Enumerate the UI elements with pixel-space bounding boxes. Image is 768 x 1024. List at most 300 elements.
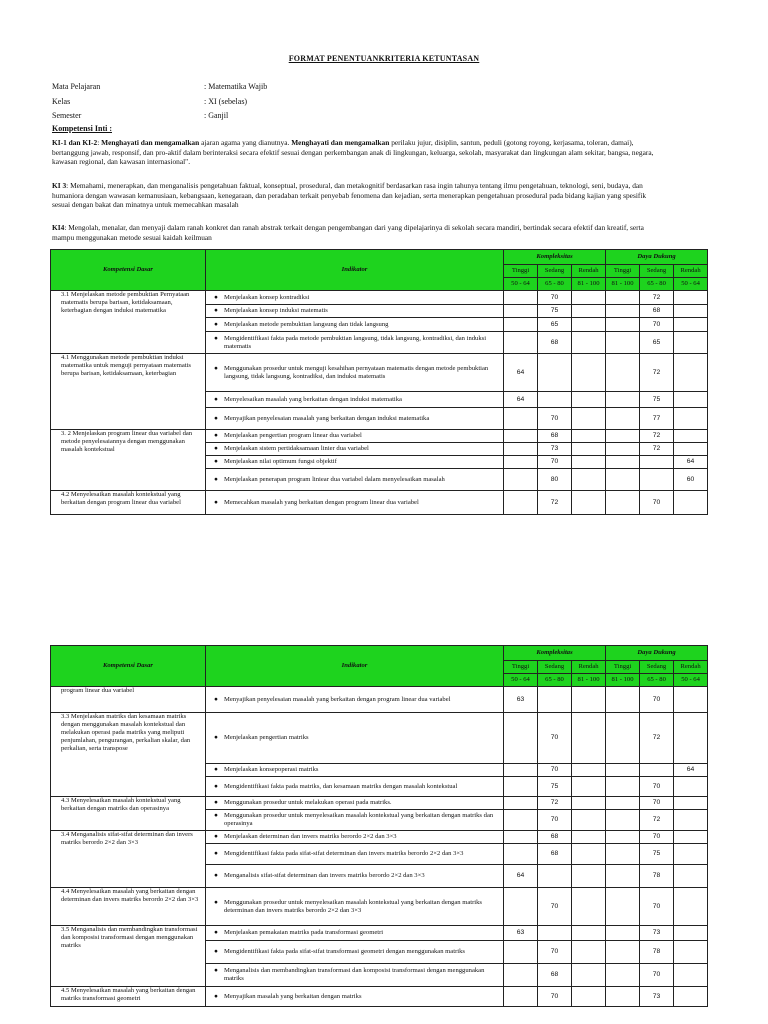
score-cell [674,443,708,456]
header-level: Rendah [572,265,606,278]
score-cell [674,831,708,844]
bullet-icon: ● [214,850,218,857]
indikator-cell [206,318,504,332]
score-cell [538,926,572,941]
score-cell: 68 [538,332,572,354]
score-cell [674,408,708,430]
score-cell [504,491,538,515]
header-range: 50 - 64 [674,278,708,291]
ki-emphasis: Menghayati dan mengamalkan [291,138,390,147]
ki-text: : Memahami, menerapkan, dan menganalisis pengetahuan faktual, konseptual, prosedural, dan metakognitif berdasarkan rasa ingin tahunya tentang ilmu pengetahuan, teknologi, seni, budaya, dan [66,181,643,190]
score-cell [606,305,640,318]
score-cell [504,888,538,926]
score-cell [572,941,606,964]
ki-text: ajaran agama yang dianutnya. [199,138,292,147]
header-kompleksitas: Kompleksitas [504,646,606,661]
bullet-icon: ● [214,414,218,422]
score-cell: 70 [640,491,674,515]
header-kompetensi-dasar: Kompetensi Dasar [51,646,206,687]
indikator-cell [206,810,504,831]
score-cell: 68 [538,831,572,844]
table-row [51,354,708,392]
score-cell: 68 [538,844,572,865]
indikator-cell [206,926,504,941]
bullet-icon: ● [214,445,218,452]
score-cell [504,456,538,469]
indikator-cell [206,456,504,469]
score-cell: 70 [640,797,674,810]
bullet-icon: ● [214,734,218,741]
score-cell [606,332,640,354]
bullet-icon: ● [214,929,218,936]
score-cell [674,332,708,354]
header-level: Tinggi [504,661,538,674]
indikator-cell [206,888,504,926]
score-cell [606,491,640,515]
score-cell: 70 [640,888,674,926]
header-kompetensi-dasar: Kompetensi Dasar [51,250,206,291]
header-level: Rendah [572,661,606,674]
score-cell: 72 [538,797,572,810]
table-row [51,987,708,1007]
score-cell [572,392,606,408]
header-kompleksitas: Kompleksitas [504,250,606,265]
score-cell: 73 [640,926,674,941]
bullet-icon: ● [214,782,218,790]
score-cell [572,291,606,305]
indikator-cell [206,305,504,318]
bullet-icon: ● [214,812,218,819]
score-cell: 63 [504,687,538,713]
header-range: 50 - 64 [504,278,538,291]
table-row [51,291,708,305]
ki-text: perilaku jujur, disiplin, santun, peduli (gotong royong, kerjasama, toleran, damai), [389,138,634,147]
ki-3-paragraph [52,181,707,210]
score-cell [504,713,538,764]
kompetensi-dasar-cell: 3. 2 Menjelaskan program linear dua variabel dan metode penyelesaiannya dengan menggunakan masalah kontekstual [51,430,206,491]
score-cell [674,797,708,810]
meta-value: : Matematika Wajib [204,82,268,91]
indikator-text: Menjelaskan metode pembuktian langsung dan tidak langsung [224,320,389,328]
score-cell [572,443,606,456]
score-cell [504,291,538,305]
score-cell: 68 [538,964,572,987]
ki-emphasis: Menghayati dan mengamalkan [101,138,200,147]
score-cell [606,926,640,941]
page-title: FORMAT PENENTUANKRITERIA KETUNTASAN [288,54,480,63]
table-row [51,831,708,844]
score-cell [674,777,708,797]
ki-text: mampu menggunakan metode sesuai kaidah keilmuan [52,232,212,242]
header-daya-dukung: Daya Dukung [606,646,708,661]
score-cell: 78 [640,941,674,964]
meta-value: : Ganjil [204,111,229,120]
ki-text: bertanggung jawab, responsif, dan pro-aktif dalam berinteraksi secara efektif sesuai dengan perkembangan anak di lingkungan, keluarga, sekolah, masyarakat dan lingkungan alam sekitar, bangsa, negara, [52,147,654,157]
score-cell [606,443,640,456]
kompetensi-dasar-cell: 4.2 Menyelesaikan masalah kontekstual yang berkaitan dengan program linear dua variabel [51,491,206,515]
score-cell: 70 [640,318,674,332]
score-cell [572,305,606,318]
score-cell [504,777,538,797]
score-cell: 75 [640,844,674,865]
header-daya-dukung: Daya Dukung [606,250,708,265]
score-cell: 72 [640,443,674,456]
score-cell: 70 [538,987,572,1007]
score-cell [674,941,708,964]
indikator-text: Menjelaskan pengertian program linear dua variabel [224,432,362,439]
score-cell: 80 [538,469,572,491]
score-cell: 64 [674,456,708,469]
indikator-text: Menyajikan penyelesaian masalah yang berkaitan dengan induksi matematika [224,414,430,422]
ki-text: kawasan regional, dan kawasan internasional". [52,157,191,167]
indikator-cell [206,430,504,443]
indikator-text: Mengidentifikasi fakta pada sifat-sifat transformasi geometri dengan menggunakan matriks [224,948,465,955]
header-level: Tinggi [504,265,538,278]
meta-label: Mata Pelajaran [52,82,101,91]
score-cell: 78 [640,865,674,888]
table-row [51,687,708,713]
score-cell [504,964,538,987]
score-cell [640,764,674,777]
header-level: Sedang [538,265,572,278]
score-cell: 64 [674,764,708,777]
bullet-icon: ● [214,799,218,806]
bullet-icon: ● [214,498,218,506]
table-row [51,926,708,941]
score-cell [538,865,572,888]
score-cell [572,987,606,1007]
kompetensi-dasar-cell: 4.1 Menggunakan metode pembuktian induksi matematika untuk menguji pernyataan matematis berupa barisan, ketidaksamaan, keterbagian [51,354,206,430]
kompetensi-dasar-cell: 3.3 Menjelaskan matriks dan kesamaan matriks dengan menggunakan masalah kontekstual dan melakukan operasi pada matriks yang meliputi penjumlahan, pengurangan, perkalian skalar, dan perkalian, serta transpose [51,713,206,797]
score-cell [572,491,606,515]
score-cell [606,831,640,844]
score-cell: 72 [640,810,674,831]
indikator-cell [206,291,504,305]
score-cell: 70 [538,888,572,926]
score-cell [640,469,674,491]
score-cell [572,831,606,844]
score-cell [606,810,640,831]
header-range: 81 - 100 [572,278,606,291]
kompetensi-dasar-cell: 3.1 Menjelaskan metode pembuktian Pernyataan matematis berupa barisan, ketidaksamaan, keterbagian dengan induksi matematika [51,291,206,354]
bullet-icon: ● [214,307,218,314]
score-cell [572,888,606,926]
score-cell [572,844,606,865]
header-range: 65 - 80 [538,674,572,687]
score-cell [572,408,606,430]
score-cell [606,987,640,1007]
score-cell [504,797,538,810]
score-cell: 70 [640,687,674,713]
score-cell [572,713,606,764]
score-cell [606,941,640,964]
indikator-text: Menyajikan penyelesaian masalah yang berkaitan dengan program linear dua variabel [224,695,451,703]
header-range: 50 - 64 [674,674,708,687]
indikator-cell [206,987,504,1007]
score-cell [674,687,708,713]
kkm-table-2 [50,645,708,1007]
indikator-cell [206,797,504,810]
indikator-text: Menganalisis sifat-sifat determinan dan invers matriks berordo 2×2 dan 3×3 [224,872,425,879]
ki-4-paragraph [52,223,707,242]
score-cell [504,430,538,443]
score-cell [572,865,606,888]
score-cell: 64 [504,865,538,888]
bullet-icon: ● [214,833,218,840]
header-range: 65 - 80 [640,278,674,291]
score-cell [606,291,640,305]
indikator-text: Menggunakan prosedur untuk menyelesaikan masalah kontekstual yang berkaitan dengan matriks determinan dan invers matriks berordo 2×2 dan 3×3 [224,898,482,914]
score-cell: 70 [640,777,674,797]
score-cell [572,687,606,713]
score-cell: 77 [640,408,674,430]
score-cell [572,926,606,941]
indikator-text: Menjelaskan konsep kontradiksi [224,293,310,301]
score-cell [674,987,708,1007]
score-cell: 68 [538,430,572,443]
header-range: 65 - 80 [640,674,674,687]
score-cell [606,408,640,430]
score-cell [606,797,640,810]
indikator-cell [206,354,504,392]
score-cell [674,964,708,987]
score-cell [504,844,538,865]
bullet-icon: ● [214,766,218,773]
score-cell [674,926,708,941]
score-cell [538,392,572,408]
score-cell: 75 [538,305,572,318]
score-cell [606,844,640,865]
score-cell: 72 [640,354,674,392]
score-cell [606,469,640,491]
header-row [51,250,708,265]
bullet-icon: ● [214,967,218,974]
header-level: Rendah [674,661,708,674]
score-cell [606,430,640,443]
indikator-cell [206,764,504,777]
indikator-text: Menjelaskan nilai optimum fungsi objektif [224,458,337,465]
score-cell [606,687,640,713]
kkm-table-1-region [0,249,768,531]
score-cell: 65 [538,318,572,332]
score-cell [674,491,708,515]
indikator-text: Menjelaskan konsepoperasi matriks [224,766,319,773]
kkm-table-2-region [0,645,768,1024]
score-cell [504,469,538,491]
score-cell: 70 [538,408,572,430]
indikator-text: Menggunakan prosedur untuk melakukan operasi pada matriks. [224,799,392,806]
bullet-icon: ● [214,334,218,342]
score-cell: 70 [538,810,572,831]
score-cell [572,469,606,491]
indikator-text: Menyajikan masalah yang berkaitan dengan matriks [224,992,362,1000]
score-cell [504,987,538,1007]
kompetensi-dasar-cell: 4.4 Menyelesaikan masalah yang berkaitan dengan determinan dan invers matriks berordo 2×2 dan 3×3 [51,888,206,926]
indikator-text: Menggunakan prosedur untuk menguji kesahihan pernyataan matematis dengan metode pembuktian langsung, tidak langsung, kontradiksi, dan induksi matematis [224,364,489,380]
score-cell [504,332,538,354]
indikator-text: Menggunakan prosedur untuk menyelesaikan masalah kontekstual yang berkaitan dengan matriks dan operasinya [224,812,494,827]
header-row [51,646,708,661]
score-cell [674,392,708,408]
header-level: Sedang [538,661,572,674]
kkm-table-1 [50,249,708,515]
score-cell [572,810,606,831]
indikator-text: Menyelesaikan masalah yang berkaitan dengan induksi matematika [224,395,402,403]
indikator-text: Menjelaskan pengertian matriks [224,734,309,741]
score-cell [572,354,606,392]
header-range: 50 - 64 [504,674,538,687]
score-cell: 64 [504,354,538,392]
score-cell [606,456,640,469]
meta-label: Kelas [52,97,71,106]
score-cell: 73 [538,443,572,456]
score-cell: 64 [504,392,538,408]
header-range: 81 - 100 [572,674,606,687]
score-cell [572,764,606,777]
score-cell: 70 [640,831,674,844]
score-cell [606,713,640,764]
meta-label: Semester [52,111,82,120]
score-cell: 68 [640,305,674,318]
score-cell [606,964,640,987]
kompetensi-dasar-cell: 4.5 Menyelesaikan masalah yang berkaitan dengan matriks transformasi geometri [51,987,206,1007]
bullet-icon: ● [214,948,218,955]
bullet-icon: ● [214,395,218,403]
score-cell [504,941,538,964]
header-level: Sedang [640,265,674,278]
indikator-text: Menganalisis dan membandingkan transformasi dan komposisi transformasi dengan menggunakan matriks [224,967,485,982]
bullet-icon: ● [214,364,218,372]
indikator-cell [206,443,504,456]
score-cell: 72 [640,713,674,764]
score-cell [504,831,538,844]
score-cell [674,888,708,926]
bullet-icon: ● [214,293,218,301]
bullet-icon: ● [214,320,218,328]
score-cell [504,810,538,831]
indikator-cell [206,408,504,430]
score-cell: 70 [538,713,572,764]
indikator-cell [206,332,504,354]
indikator-cell [206,865,504,888]
ki-text: : [97,138,102,147]
score-cell [606,354,640,392]
header-level: Sedang [640,661,674,674]
indikator-cell [206,844,504,865]
score-cell [504,443,538,456]
header-level: Rendah [674,265,708,278]
header-indikator: Indikator [206,250,504,291]
bullet-icon: ● [214,695,218,703]
kompetensi-dasar-cell: 3.4 Menganalisis sifat-sifat determinan dan invers matriks berordo 2×2 dan 3×3 [51,831,206,888]
indikator-cell [206,777,504,797]
bullet-icon: ● [214,458,218,465]
header-level: Tinggi [606,661,640,674]
indikator-text: Menjelaskan pemakaian matriks pada transformasi geometri [224,929,384,936]
score-cell [504,764,538,777]
score-cell: 70 [640,964,674,987]
score-cell [640,456,674,469]
score-cell [572,456,606,469]
score-cell: 63 [504,926,538,941]
indikator-cell [206,964,504,987]
ki-text: humaniora dengan wawasan kemanusiaan, kebangsaan, kenegaraan, dan peradaban terkait penyebab fenomena dan kejadian, serta menerapkan pengetahuan prosedural pada bidang kajian yang spesifik [52,190,647,200]
table-row [51,713,708,764]
indikator-text: Mengidentifikasi fakta pada sifat-sifat determinan dan invers matriks berordo 2×2 dan 3×3 [224,850,464,857]
kompetensi-dasar-cell: 3.5 Menganalisis dan membandingkan transformasi dan komposisi transformasi dengan menggunakan matriks [51,926,206,987]
table-row [51,491,708,515]
score-cell [674,713,708,764]
indikator-cell [206,941,504,964]
score-cell [606,392,640,408]
ki-1-2-paragraph [52,138,707,167]
header-indikator: Indikator [206,646,504,687]
score-cell [538,687,572,713]
header-range: 81 - 100 [606,674,640,687]
bullet-icon: ● [214,898,218,906]
score-cell: 70 [538,764,572,777]
score-cell [674,810,708,831]
score-cell: 60 [674,469,708,491]
score-cell [674,844,708,865]
indikator-text: Mengidentifikasi fakta pada metode pembuktian langsung, tidak langsung, kontradiksi, dan induksi matematis [224,334,487,350]
score-cell [606,865,640,888]
score-cell [606,318,640,332]
score-cell [572,430,606,443]
score-cell [674,430,708,443]
kompetensi-dasar-cell: 4.3 Menyelesaikan masalah kontekstual yang berkaitan dengan matriks dan operasinya [51,797,206,831]
indikator-text: Menjelaskan sistem pertidaksamaan linier dua variabel [224,445,369,452]
indikator-text: Memecahkan masalah yang berkaitan dengan program linear dua variabel [224,498,419,506]
score-cell [572,318,606,332]
indikator-cell [206,687,504,713]
score-cell: 65 [640,332,674,354]
ki-code: KI-1 dan KI-2 [52,138,98,147]
score-cell [572,777,606,797]
score-cell: 72 [640,291,674,305]
indikator-text: Menjelaskan penerapan program liniear dua variabel dalam menyelesaikan masalah [224,475,445,483]
score-cell [674,354,708,392]
score-cell [674,291,708,305]
score-cell: 75 [538,777,572,797]
score-cell: 70 [538,941,572,964]
score-cell: 72 [538,491,572,515]
score-cell [504,408,538,430]
kompetensi-dasar-cell: program linear dua variabel [51,687,206,713]
indikator-cell [206,491,504,515]
score-cell [606,764,640,777]
score-cell: 73 [640,987,674,1007]
indikator-text: Menjelaskan determinan dan invers matriks berordo 2×2 dan 3×3 [224,833,397,840]
score-cell [674,865,708,888]
score-cell: 70 [538,456,572,469]
indikator-text: Menjelaskan konsep induksi matematis [224,307,328,314]
bullet-icon: ● [214,872,218,879]
bullet-icon: ● [214,432,218,439]
ki-text: : Mengolah, menalar, dan menyaji dalam ranah konkret dan ranah abstrak terkait dengan pengembangan dari yang dipelajarinya di sekolah secara mandiri, bertindak secara efektif dan kreatif, serta [64,223,644,232]
header-range: 65 - 80 [538,278,572,291]
indikator-cell [206,469,504,491]
indikator-cell [206,831,504,844]
indikator-text: Mengidentifikasi fakta pada matriks, dan kesamaan matriks dengan masalah kontekstual [224,782,458,790]
score-cell [504,318,538,332]
table-row [51,430,708,443]
ki-code: KI 3 [52,181,67,190]
table-row [51,797,708,810]
score-cell [572,797,606,810]
bullet-icon: ● [214,992,218,1000]
indikator-cell [206,392,504,408]
